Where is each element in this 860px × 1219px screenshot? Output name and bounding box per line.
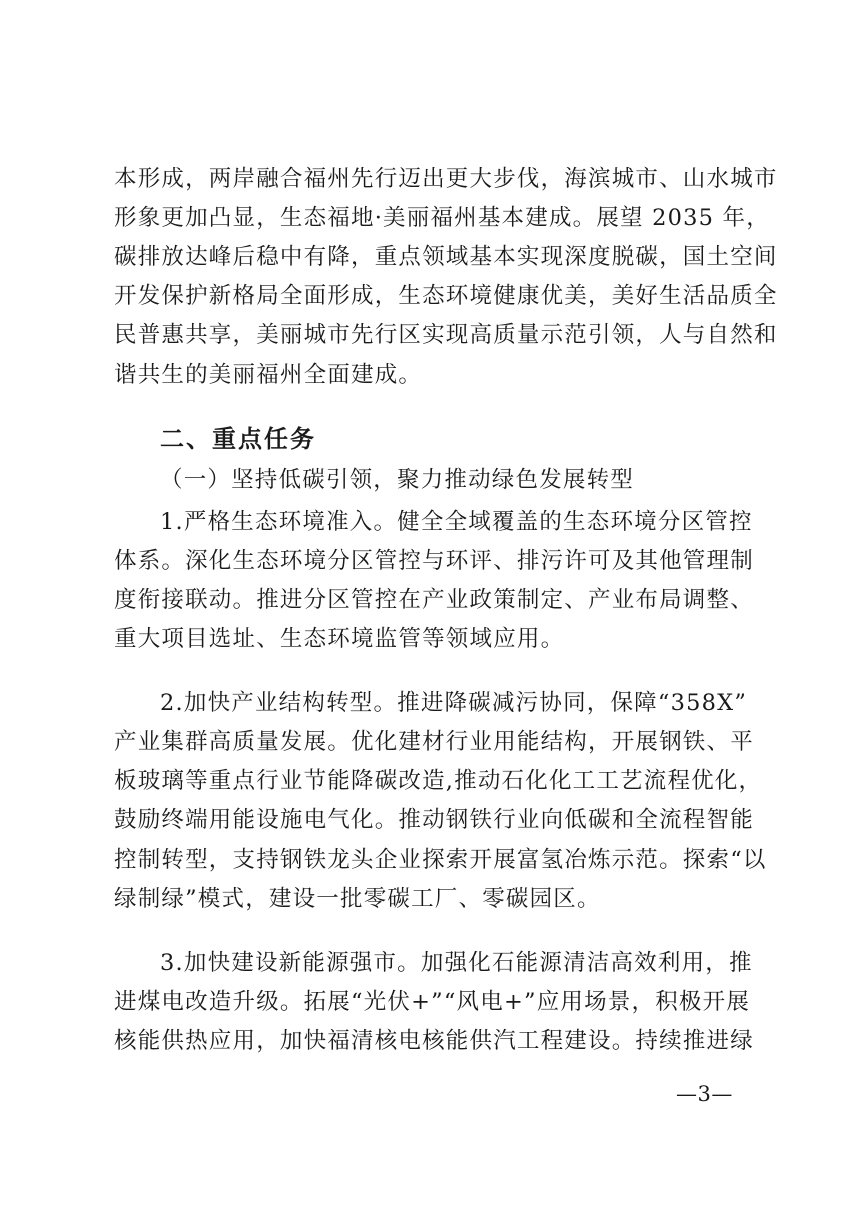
item3-line: 进煤电改造升级。拓展“光伏+”“风电+”应用场景，积极开展 bbox=[114, 989, 751, 1015]
intro-line: 本形成，两岸融合福州先行迈出更大步伐，海滨城市、山水城市 bbox=[114, 166, 778, 192]
subsection-heading: （一）坚持低碳引领，聚力推动绿色发展转型 bbox=[160, 467, 635, 493]
item1-line: 度衔接联动。推进分区管控在产业政策制定、产业布局调整、 bbox=[114, 587, 754, 613]
section-heading: 二、重点任务 bbox=[160, 425, 316, 453]
item1-line: 体系。深化生态环境分区管控与环评、排污许可及其他管理制 bbox=[114, 548, 754, 574]
item3-line: 3.加快建设新能源强市。加强化石能源清洁高效利用，推 bbox=[160, 950, 753, 976]
item2-line: 鼓励终端用能设施电气化。推动钢铁行业向低碳和全流程智能 bbox=[114, 807, 754, 833]
intro-line: 碳排放达峰后稳中有降，重点领域基本实现深度脱碳，国土空间 bbox=[114, 244, 778, 270]
intro-line: 形象更加凸显，生态福地·美丽福州基本建成。展望 2035 年， bbox=[114, 205, 770, 231]
item2-line: 板玻璃等重点行业节能降碳改造,推动石化化工工艺流程优化， bbox=[114, 768, 763, 794]
item2-line: 产业集群高质量发展。优化建材行业用能结构，开展钢铁、平 bbox=[114, 729, 754, 755]
intro-line: 谐共生的美丽福州全面建成。 bbox=[114, 362, 423, 388]
item3-line: 核能供热应用，加快福清核电核能供汽工程建设。持续推进绿 bbox=[114, 1028, 754, 1054]
intro-line: 民普惠共享，美丽城市先行区实现高质量示范引领，人与自然和 bbox=[114, 322, 778, 348]
page-number: —3— bbox=[676, 1082, 733, 1106]
item2-line: 绿制绿”模式，建设一批零碳工厂、零碳园区。 bbox=[114, 886, 601, 912]
item2-line: 控制转型，支持钢铁龙头企业探索开展富氢冶炼示范。探索“以 bbox=[114, 847, 767, 873]
item2-line: 2.加快产业结构转型。推进降碳减污协同，保障“358X” bbox=[160, 690, 748, 716]
item1-line: 1.严格生态环境准入。健全全域覆盖的生态环境分区管控 bbox=[160, 509, 753, 535]
intro-line: 开发保护新格局全面形成，生态环境健康优美，美好生活品质全 bbox=[114, 283, 778, 309]
item1-line: 重大项目选址、生态环境监管等领域应用。 bbox=[114, 626, 565, 652]
